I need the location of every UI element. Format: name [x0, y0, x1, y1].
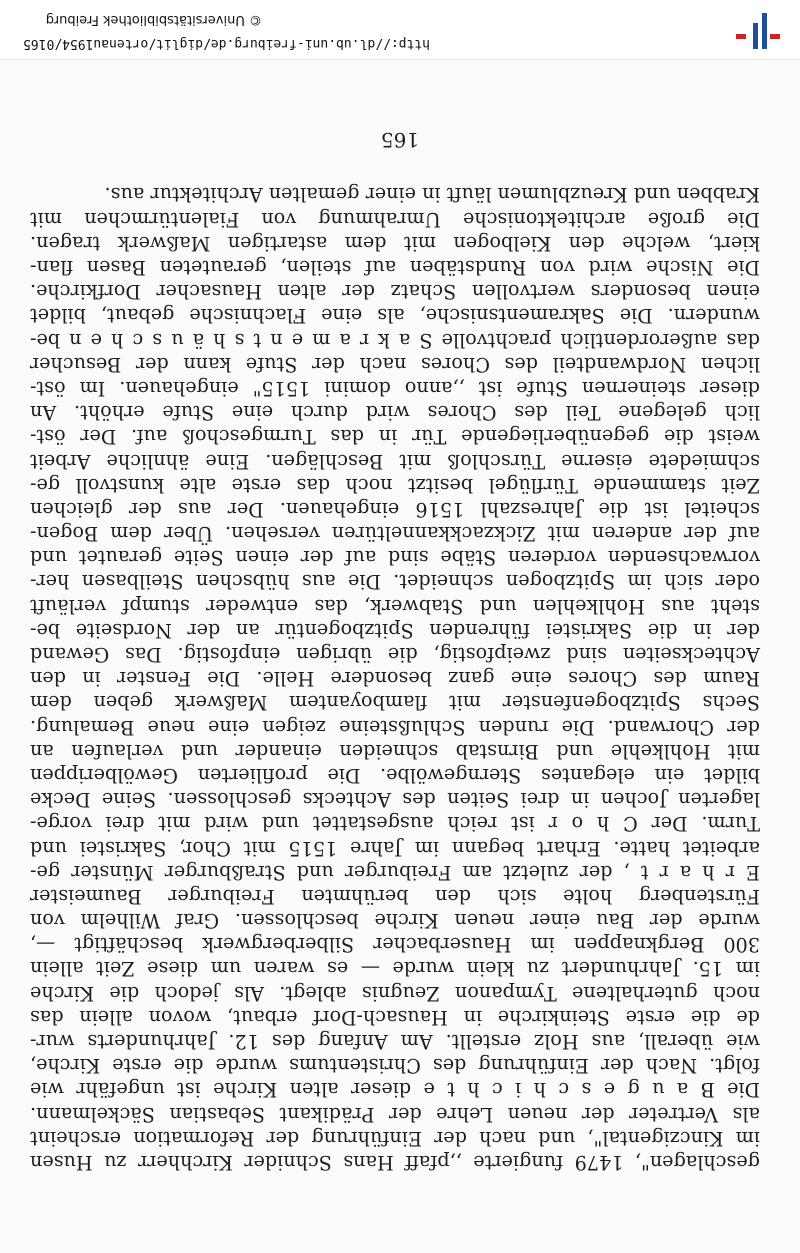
text-line: Achteckseiten sind zweipfostig, die übrigen einpfostig. Das Gewand: [30, 643, 760, 667]
viewer-footer: [0, 0, 800, 60]
text-line: Krabben und Kreuzblumen läuft in einer gemalten Architektur aus.: [104, 183, 760, 207]
text-line: oder sich im Spitzbogen schneidet. Die aus hübschen Steilbasen her-: [30, 570, 760, 594]
page-number: 165: [380, 128, 420, 152]
text-line: wurde der Bau einer neuen Kirche beschlossen. Graf Wilhelm von: [30, 909, 760, 933]
text-line: noch guterhaltene Tympanon Zeugnis ablegt. Als jedoch die Kirche: [30, 981, 760, 1005]
text-line: weist die gegenüberliegende Tür in das Turmgeschoß auf. Der öst-: [30, 425, 760, 449]
text-line: lichen Nordwandteil des Chores nach der Stufe kann der Besucher: [30, 352, 760, 376]
text-line: der Chorwand. Die runden Schlußsteine zeigen eine neue Bemalung.: [30, 715, 760, 739]
text-line: lich gelegene Teil des Chores wird durch eine Stufe erhöht. An: [30, 401, 760, 425]
text-line: de die erste Steinkirche in Hausach-Dorf erbaut, wovon allein das: [30, 1005, 760, 1029]
page-scan: [0, 60, 800, 1253]
page-body-text: [30, 182, 760, 1174]
text-line: Zeit stammende Türflügel besitzt noch das erste alte kunstvoll ge-: [30, 473, 760, 497]
text-line: schmiedete eiserne Türschloß mit Beschlägen. Eine ähnliche Arbeit: [30, 449, 760, 473]
text-line: wie überall, aus Holz erstellt. Am Anfang des 12. Jahrhunderts wur-: [30, 1030, 760, 1054]
text-line: Fürstenberg holte sich den berühmten Freiburger Baumeister: [30, 884, 760, 908]
text-line: als Vertreter der neuen Lehre der Prädikant Sebastian Säckelmann.: [30, 1102, 760, 1126]
text-line: Die große architektonische Umrahmung von Fialentürmchen mit: [30, 207, 760, 231]
text-line: steht aus Hohlkehlen und Stabwerk, das entweder stumpf verläuft: [30, 594, 760, 618]
text-line: Sechs Spitzbogenfenster mit flamboyantem Maßwerk geben dem: [30, 691, 760, 715]
text-line: folgt. Nach der Einführung des Christentums wurde die erste Kirche,: [30, 1054, 760, 1078]
text-line: auf der anderen mit Zickzackkanneltüren versehen. Über dem Bogen-: [30, 522, 760, 546]
text-line: dieser steinernen Stufe ist ,,anno domini 1515" eingehauen. Im öst-: [30, 377, 760, 400]
text-line: einen besonders wertvollen Schatz der alten Hausacher Dorfkirche.: [30, 280, 760, 304]
text-line: im 15. Jahrhundert zu klein wurde — es waren um diese Zeit allein: [30, 957, 760, 981]
text-line: im Kinczigental", und nach der Einführung der Reformation erscheint: [30, 1126, 760, 1150]
text-line: 300 Bergknappen im Hauserbacher Silberbergwerk beschäftigt —,: [30, 933, 760, 957]
text-line: E r h a r t , der zuletzt am Freiburger und Straßburger Münster ge-: [30, 860, 760, 884]
library-logo-icon: [736, 9, 780, 53]
text-line: das außerordentlich prachtvolle S a k r a m e n t s h ä u s c h e n be-: [30, 328, 760, 352]
text-line: vorwachsenden vorderen Stäbe sind auf der einen Seite gerautet und: [30, 546, 760, 570]
text-line: geschlagen", 1479 fungierte ,,pfaff Hans Schnider Kirchherr zu Husen: [30, 1151, 760, 1174]
source-url-link[interactable]: http://dl.ub.uni-freiburg.de/diglit/ortenau1954/0165: [23, 36, 430, 51]
text-line: mit Hohlkehle und Birnstab schneiden einander und verlaufen an: [30, 739, 760, 763]
text-line: lagerten Jochen in drei Seiten des Achtecks geschlossen. Seine Decke: [30, 788, 760, 812]
text-line: Die B a u g e s c h i c h t e dieser alten Kirche ist ungefähr wie: [30, 1078, 760, 1102]
text-line: arbeitet hatte. Erhart begann im Jahre 1515 mit Chor, Sakristei und: [30, 836, 760, 860]
text-line: Turm. Der C h o r ist reich ausgestattet und wird mit drei vorge-: [30, 812, 760, 836]
text-line: wundern. Die Sakramentsnische, als eine Flachnische gebaut, bildet: [30, 304, 760, 328]
text-line: der in die Sakristei führenden Spitzbogentür an der Nordseite be-: [30, 618, 760, 642]
text-line: Die Nische wird von Rundstäben auf steilen, gerauteten Basen flan-: [30, 256, 760, 280]
copyright-notice: © Universitätsbibliothek Freiburg: [45, 12, 262, 27]
text-line: scheitel ist die Jahreszahl 1516 eingehauen. Der aus der gleichen: [30, 497, 760, 521]
text-line: bildet ein elegantes Sterngewölbe. Die profilierten Gewölberippen: [30, 764, 760, 787]
text-line: Raum des Chores eine ganz besondere Helle. Die Fenster in den: [30, 667, 760, 691]
text-line: kiert, welche den Kielbogen mit dem astartigen Maßwerk tragen.: [30, 231, 760, 255]
